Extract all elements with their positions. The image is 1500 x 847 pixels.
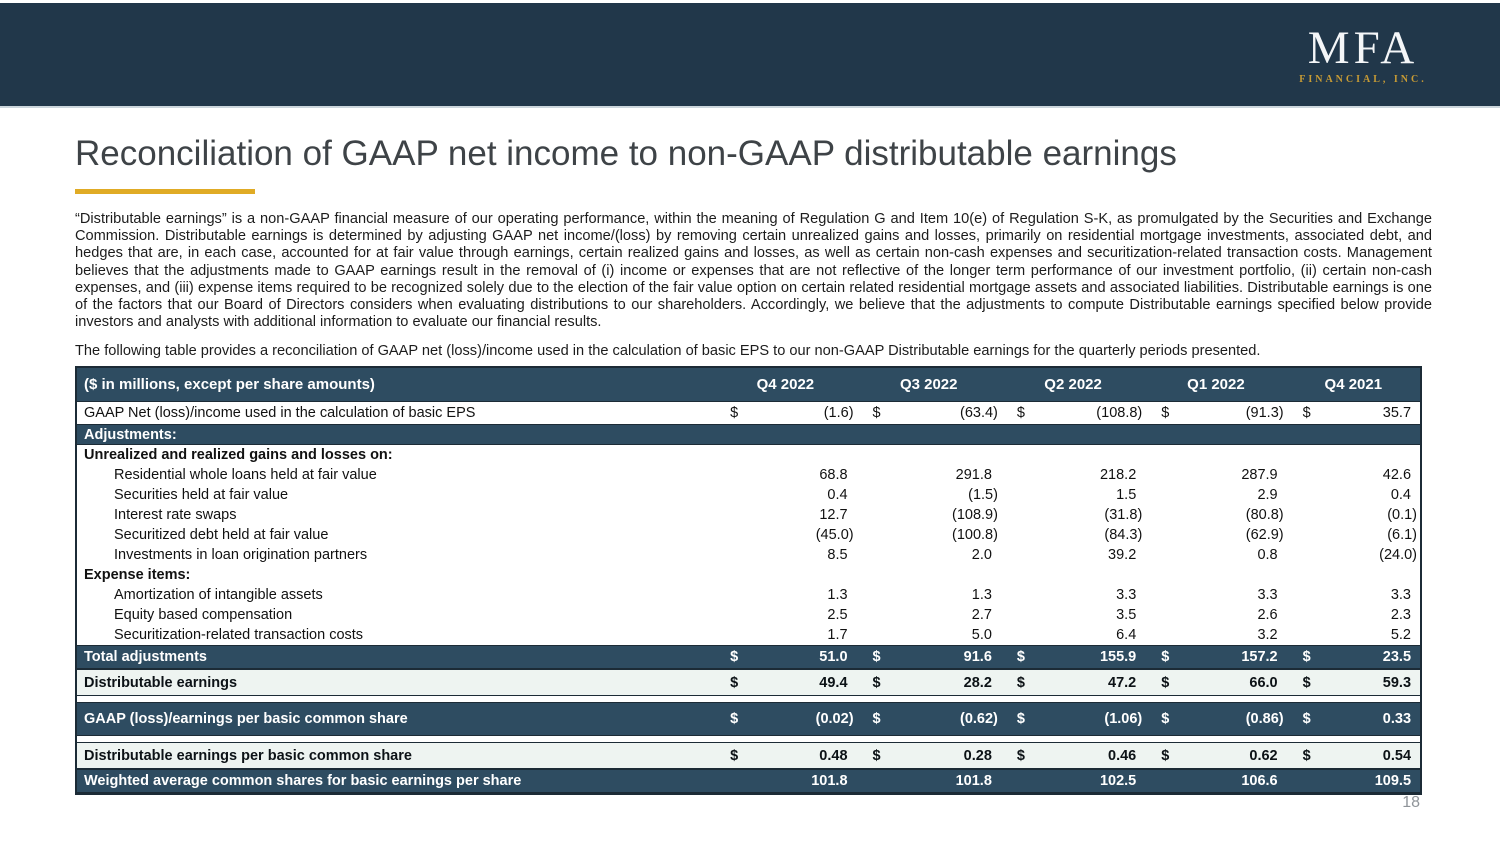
value-cell (1001, 646, 1145, 668)
page-title: Reconciliation of GAAP net income to non-GAAP distributable earnings (75, 134, 1177, 173)
title-underline (75, 189, 255, 194)
value-cell (1145, 545, 1286, 565)
dollar-sign: $ (872, 747, 881, 764)
value-cell (1287, 465, 1420, 485)
value-cell (1001, 770, 1145, 792)
cell-value: 0.33 (1382, 711, 1412, 728)
dollar-sign: $ (1302, 711, 1311, 728)
value-cell (1145, 670, 1286, 695)
cell-value: 3.3 (1116, 587, 1137, 604)
value-cell (1001, 485, 1145, 505)
dollar-sign: $ (872, 674, 881, 691)
cell-value: 0.54 (1382, 747, 1412, 764)
table-row (77, 485, 1420, 505)
cell-value: 8.5 (827, 547, 848, 564)
value-cell (714, 585, 856, 605)
cell-value: 12.7 (819, 507, 848, 524)
cell-value: 3.3 (1390, 587, 1412, 604)
cell-value: 0.8 (1257, 547, 1278, 564)
table-row (77, 585, 1420, 605)
value-cell (714, 605, 856, 625)
cell-value: 106.6 (1241, 773, 1278, 790)
cell-value: 47.2 (1108, 674, 1137, 691)
row-label: Investments in loan origination partners (114, 547, 368, 564)
cell-value: 66.0 (1249, 674, 1278, 691)
cell-value: 157.2 (1241, 649, 1278, 666)
cell-value: 155.9 (1099, 649, 1137, 666)
cell-value: (84.3) (1104, 527, 1143, 544)
column-header: Q4 2022 (756, 376, 815, 394)
cell-value: 59.3 (1382, 674, 1412, 691)
cell-value: (0.1) (1387, 507, 1418, 524)
cell-value: (0.86) (1245, 711, 1284, 728)
cell-value: 2.5 (827, 607, 848, 624)
row-label: Unrealized and realized gains and losses on: (84, 447, 393, 464)
value-cell (1287, 670, 1420, 695)
value-cell (857, 743, 1001, 768)
table-row (77, 525, 1420, 545)
cell-value: 218.2 (1099, 467, 1137, 484)
value-cell (1145, 646, 1286, 668)
cell-value: (63.4) (960, 405, 998, 422)
dollar-sign: $ (1302, 649, 1311, 666)
cell-value: (108.8) (1096, 405, 1143, 422)
row-label: Interest rate swaps (114, 507, 237, 524)
cell-value: (6.1) (1387, 527, 1418, 544)
dollar-sign: $ (1161, 674, 1170, 691)
value-cell (714, 743, 856, 768)
dollar-sign: $ (730, 711, 739, 728)
value-cell (857, 465, 1001, 485)
value-cell (714, 646, 856, 668)
value-cell (857, 703, 1001, 735)
dollar-sign: $ (1302, 747, 1311, 764)
value-cell (857, 670, 1001, 695)
value-cell (714, 545, 856, 565)
dollar-sign: $ (1161, 711, 1170, 728)
table-row (77, 565, 1420, 585)
table-row (77, 769, 1420, 793)
value-cell (857, 565, 1001, 585)
dollar-sign: $ (730, 674, 739, 691)
mfa-logo-wordmark: MFA (1307, 21, 1419, 74)
table-row (77, 505, 1420, 525)
cell-value: 35.7 (1382, 405, 1412, 422)
value-cell (857, 402, 1001, 424)
mfa-logo (1288, 21, 1438, 85)
dollar-sign: $ (1161, 405, 1170, 422)
value-cell (1145, 402, 1286, 424)
value-cell (1145, 565, 1286, 585)
value-cell (1287, 485, 1420, 505)
cell-value: (45.0) (815, 527, 854, 544)
table-row (77, 625, 1420, 645)
dollar-sign: $ (730, 649, 739, 666)
value-cell (1287, 505, 1420, 525)
table-row (77, 445, 1420, 465)
slide-content (0, 108, 1500, 795)
value-cell (1287, 625, 1420, 645)
value-cell (714, 445, 856, 465)
table-unit-label: ($ in millions, except per share amounts) (84, 376, 375, 394)
dollar-sign: $ (1016, 405, 1025, 422)
cell-value: 287.9 (1241, 467, 1278, 484)
cell-value: 3.2 (1257, 627, 1278, 644)
dollar-sign: $ (1302, 405, 1311, 422)
intro-paragraph: “Distributable earnings” is a non-GAAP financial measure of our operating performance, within the meaning of Regulation G and Item 10(e) of Regulation S-K, as promulgated by the Securities and Exchange Commission. Distributable earnings is determined by adjusting GAAP net income/(loss) by removing certain unrealized gains and losses, primarily on residential mortgage investments, associated debt, and hedges that are, in each case, accounted for at fair value through earnings, certain realized gains and losses, as well as certain non-cash expenses and securitization-related transaction costs. Management believes that the adjustments made to GAAP earnings result in the removal of (i) income or expenses that are not reflective of the longer term performance of our investment portfolio, (ii) certain non-cash expenses, and (iii) expense items required to be recognized solely due to the election of the fair value option on certain related residential mortgage assets and associated liabilities. Distributable earnings is one of the factors that our Board of Directors considers when evaluating distributions to our shareholders. Accordingly, we believe that the adjustments to compute Distributable earnings specified below provide investors and analysts with additional information to evaluate our financial results. (75, 211, 1432, 331)
value-cell (1145, 625, 1286, 645)
value-cell (714, 465, 856, 485)
dollar-sign: $ (872, 711, 881, 728)
cell-value: (24.0) (1379, 547, 1418, 564)
value-cell (1145, 505, 1286, 525)
row-label: GAAP (loss)/earnings per basic common share (84, 711, 408, 728)
row-label: Securities held at fair value (114, 487, 289, 504)
cell-value: 2.9 (1257, 487, 1278, 504)
value-cell (714, 525, 856, 545)
cell-value: (108.9) (951, 507, 998, 524)
cell-value: (0.02) (815, 711, 854, 728)
value-cell (1287, 565, 1420, 585)
value-cell (857, 505, 1001, 525)
cell-value: 68.8 (819, 467, 848, 484)
value-cell (1001, 402, 1145, 424)
value-cell (714, 703, 856, 735)
column-header: Q4 2021 (1324, 376, 1383, 394)
page-number: 18 (1402, 794, 1420, 811)
value-cell (1001, 545, 1145, 565)
value-cell (857, 425, 1001, 444)
cell-value: 28.2 (963, 674, 992, 691)
value-cell (1001, 465, 1145, 485)
column-header: Q1 2022 (1187, 376, 1245, 394)
value-cell (1145, 605, 1286, 625)
value-cell (714, 770, 856, 792)
cell-value: 0.4 (1390, 487, 1412, 504)
cell-value: (1.06) (1104, 711, 1143, 728)
value-cell (857, 770, 1001, 792)
row-label: GAAP Net (loss)/income used in the calculation of basic EPS (84, 405, 476, 422)
value-cell (714, 425, 856, 444)
value-cell (1287, 445, 1420, 465)
dollar-sign: $ (1016, 711, 1025, 728)
value-cell (1145, 485, 1286, 505)
dollar-sign: $ (730, 405, 739, 422)
value-cell (714, 505, 856, 525)
row-label: Securitization-related transaction costs (114, 627, 364, 644)
cell-value: 101.8 (955, 773, 992, 790)
value-cell (1145, 743, 1286, 768)
dollar-sign: $ (1016, 649, 1025, 666)
reconciliation-table (75, 366, 1422, 795)
row-label: Expense items: (84, 567, 191, 584)
dollar-sign: $ (1016, 674, 1025, 691)
cell-value: 5.0 (971, 627, 992, 644)
table-row (77, 605, 1420, 625)
value-cell (1287, 605, 1420, 625)
cell-value: (91.3) (1245, 405, 1284, 422)
value-cell (1001, 703, 1145, 735)
cell-value: 291.8 (955, 467, 992, 484)
table-row (77, 645, 1420, 669)
value-cell (714, 402, 856, 424)
dollar-sign: $ (1016, 747, 1025, 764)
table-header-row (77, 368, 1420, 402)
value-cell (1145, 525, 1286, 545)
row-label: Amortization of intangible assets (114, 587, 323, 604)
cell-value: 0.46 (1108, 747, 1137, 764)
dollar-sign: $ (1161, 747, 1170, 764)
row-label: Total adjustments (84, 649, 207, 666)
cell-value: 5.2 (1390, 627, 1412, 644)
cell-value: 1.5 (1116, 487, 1137, 504)
value-cell (857, 646, 1001, 668)
value-cell (1001, 605, 1145, 625)
value-cell (1001, 625, 1145, 645)
cell-value: 1.3 (971, 587, 992, 604)
value-cell (714, 670, 856, 695)
value-cell (1287, 743, 1420, 768)
value-cell (1145, 585, 1286, 605)
cell-value: (1.6) (823, 405, 854, 422)
cell-value: (31.8) (1104, 507, 1143, 524)
cell-value: (100.8) (951, 527, 998, 544)
cell-value: 42.6 (1382, 467, 1412, 484)
table-row (77, 424, 1420, 445)
table-row (77, 702, 1420, 736)
value-cell (1001, 565, 1145, 585)
value-cell (1287, 525, 1420, 545)
cell-value: 1.7 (827, 627, 848, 644)
cell-value: 2.0 (971, 547, 992, 564)
table-row (77, 742, 1420, 769)
cell-value: 3.5 (1116, 607, 1137, 624)
column-header: Q2 2022 (1044, 376, 1102, 394)
value-cell (714, 565, 856, 585)
value-cell (1001, 525, 1145, 545)
value-cell (1287, 770, 1420, 792)
row-label: Adjustments: (84, 426, 177, 443)
value-cell (1001, 445, 1145, 465)
value-cell (1001, 425, 1145, 444)
value-cell (857, 445, 1001, 465)
top-banner (0, 3, 1500, 108)
value-cell (1287, 646, 1420, 668)
row-label: Equity based compensation (114, 607, 293, 624)
value-cell (714, 485, 856, 505)
value-cell (1287, 425, 1420, 444)
value-cell (1287, 585, 1420, 605)
cell-value: 6.4 (1116, 627, 1137, 644)
cell-value: 1.3 (827, 587, 848, 604)
cell-value: (62.9) (1245, 527, 1284, 544)
value-cell (1145, 425, 1286, 444)
value-cell (1145, 703, 1286, 735)
cell-value: 0.28 (963, 747, 992, 764)
cell-value: 23.5 (1382, 649, 1412, 666)
value-cell (857, 545, 1001, 565)
dollar-sign: $ (1302, 674, 1311, 691)
cell-value: 2.3 (1390, 607, 1412, 624)
row-label: Residential whole loans held at fair value (114, 467, 377, 484)
table-row (77, 545, 1420, 565)
cell-value: (1.5) (968, 487, 998, 504)
value-cell (1287, 703, 1420, 735)
cell-value: 49.4 (819, 674, 848, 691)
row-label: Weighted average common shares for basic earnings per share (84, 773, 522, 790)
row-label: Distributable earnings (84, 674, 238, 691)
value-cell (1001, 585, 1145, 605)
value-cell (857, 605, 1001, 625)
value-cell (1001, 670, 1145, 695)
row-label: Securitized debt held at fair value (114, 527, 329, 544)
value-cell (857, 485, 1001, 505)
row-label: Distributable earnings per basic common share (84, 747, 412, 764)
table-row (77, 402, 1420, 424)
value-cell (1001, 743, 1145, 768)
cell-value: 0.62 (1249, 747, 1278, 764)
value-cell (857, 525, 1001, 545)
cell-value: 0.4 (827, 487, 848, 504)
table-caption: The following table provides a reconciliation of GAAP net (loss)/income used in the calculation of basic EPS to our non-GAAP Distributable earnings for the quarterly periods presented. (75, 343, 1261, 360)
dollar-sign: $ (872, 649, 881, 666)
value-cell (1001, 505, 1145, 525)
cell-value: 39.2 (1108, 547, 1137, 564)
cell-value: (80.8) (1245, 507, 1284, 524)
cell-value: 3.3 (1257, 587, 1278, 604)
cell-value: 2.7 (971, 607, 992, 624)
value-cell (857, 585, 1001, 605)
value-cell (1287, 402, 1420, 424)
cell-value: (0.62) (960, 711, 998, 728)
cell-value: 109.5 (1374, 773, 1412, 790)
column-header: Q3 2022 (899, 376, 958, 394)
value-cell (857, 625, 1001, 645)
dollar-sign: $ (872, 405, 881, 422)
dollar-sign: $ (730, 747, 739, 764)
dollar-sign: $ (1161, 649, 1170, 666)
value-cell (1145, 770, 1286, 792)
table-row (77, 669, 1420, 696)
cell-value: 102.5 (1099, 773, 1137, 790)
cell-value: 51.0 (819, 649, 848, 666)
value-cell (1287, 545, 1420, 565)
value-cell (1145, 445, 1286, 465)
cell-value: 0.48 (819, 747, 848, 764)
cell-value: 91.6 (963, 649, 992, 666)
cell-value: 101.8 (811, 773, 848, 790)
table-row (77, 465, 1420, 485)
mfa-logo-subtitle: FINANCIAL, INC. (1299, 73, 1427, 85)
cell-value: 2.6 (1257, 607, 1278, 624)
value-cell (1145, 465, 1286, 485)
value-cell (714, 625, 856, 645)
